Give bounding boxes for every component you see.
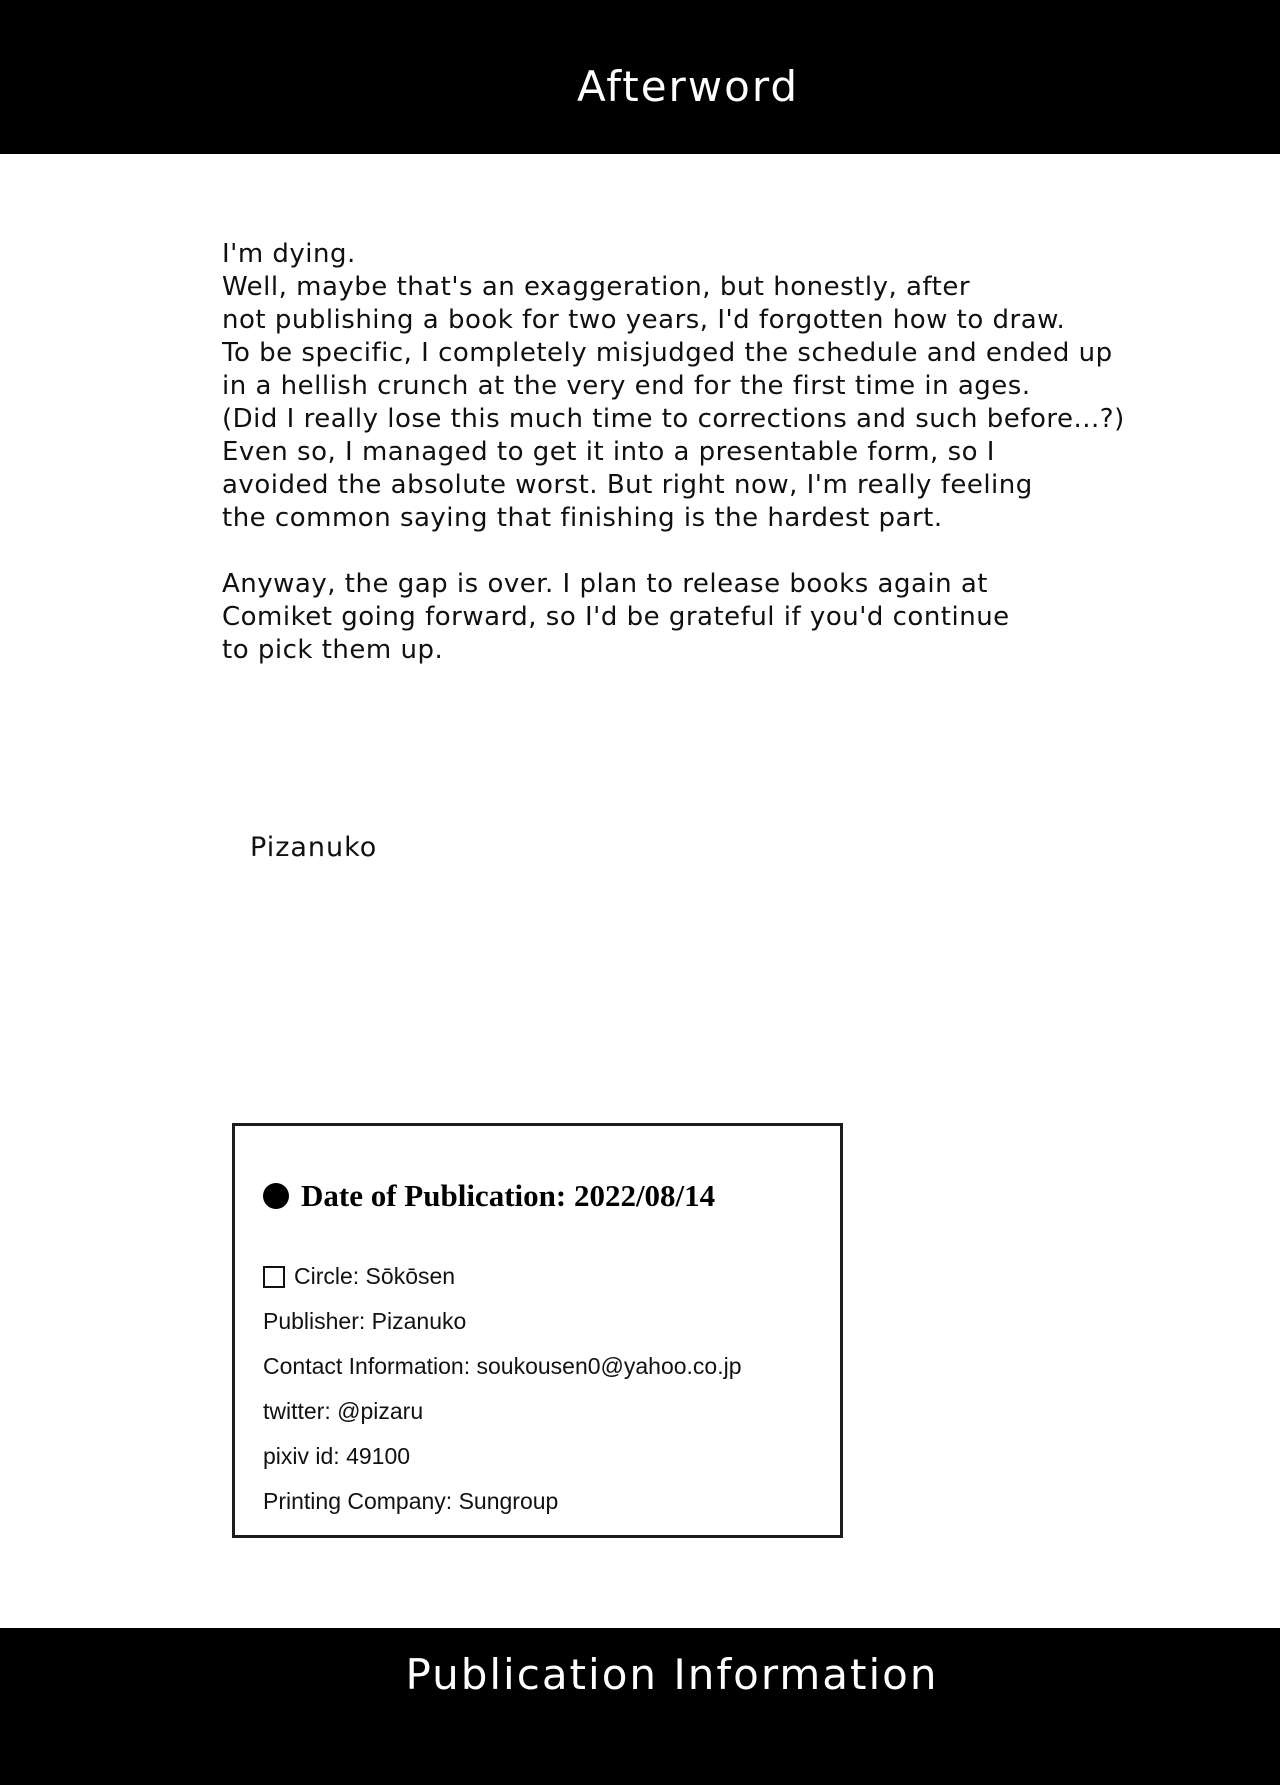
afterword-line: To be specific, I completely misjudged the schedule and ended up <box>222 338 1113 368</box>
afterword-line: Anyway, the gap is over. I plan to release books again at <box>222 569 988 599</box>
footer-band <box>0 1628 1280 1785</box>
afterword-line: Comiket going forward, so I'd be grateful if you'd continue <box>222 602 1010 632</box>
afterword-paragraph-2 <box>222 568 1212 667</box>
publication-date-text: Date of Publication: 2022/08/14 <box>301 1178 716 1213</box>
header-band <box>0 0 1280 154</box>
publication-detail-publisher: Publisher: Pizanuko <box>263 1308 467 1334</box>
afterword-line: not publishing a book for two years, I'd forgotten how to draw. <box>222 305 1066 335</box>
afterword-line: in a hellish crunch at the very end for the first time in ages. <box>222 371 1031 401</box>
footer-title: Publication Information <box>405 1650 939 1699</box>
publication-info-box <box>232 1123 843 1538</box>
afterword-line: Even so, I managed to get it into a presentable form, so I <box>222 437 995 467</box>
bullet-circle-icon <box>263 1183 289 1209</box>
afterword-line: Well, maybe that's an exaggeration, but honestly, after <box>222 272 971 302</box>
author-signature: Pizanuko <box>250 832 378 863</box>
bullet-square-icon <box>263 1266 285 1288</box>
afterword-paragraph-1 <box>222 238 1212 535</box>
page-title: Afterword <box>576 62 800 111</box>
publication-detail-pixiv: pixiv id: 49100 <box>263 1443 411 1469</box>
afterword-text <box>222 238 1212 700</box>
publication-date-line <box>263 1178 715 1214</box>
circle-name-text: Circle: Sōkōsen <box>294 1263 456 1289</box>
publication-detail-circle <box>263 1254 742 1299</box>
publication-detail-contact: Contact Information: soukousen0@yahoo.co.jp <box>263 1353 742 1379</box>
publication-detail-printer: Printing Company: Sungroup <box>263 1488 559 1514</box>
publication-detail-twitter: twitter: @pizaru <box>263 1398 424 1424</box>
afterword-line: to pick them up. <box>222 635 444 665</box>
afterword-line: I'm dying. <box>222 239 356 269</box>
publication-details <box>263 1254 742 1524</box>
afterword-line: the common saying that finishing is the hardest part. <box>222 503 943 533</box>
afterword-line: (Did I really lose this much time to corrections and such before...?) <box>222 404 1125 434</box>
afterword-line: avoided the absolute worst. But right now, I'm really feeling <box>222 470 1033 500</box>
